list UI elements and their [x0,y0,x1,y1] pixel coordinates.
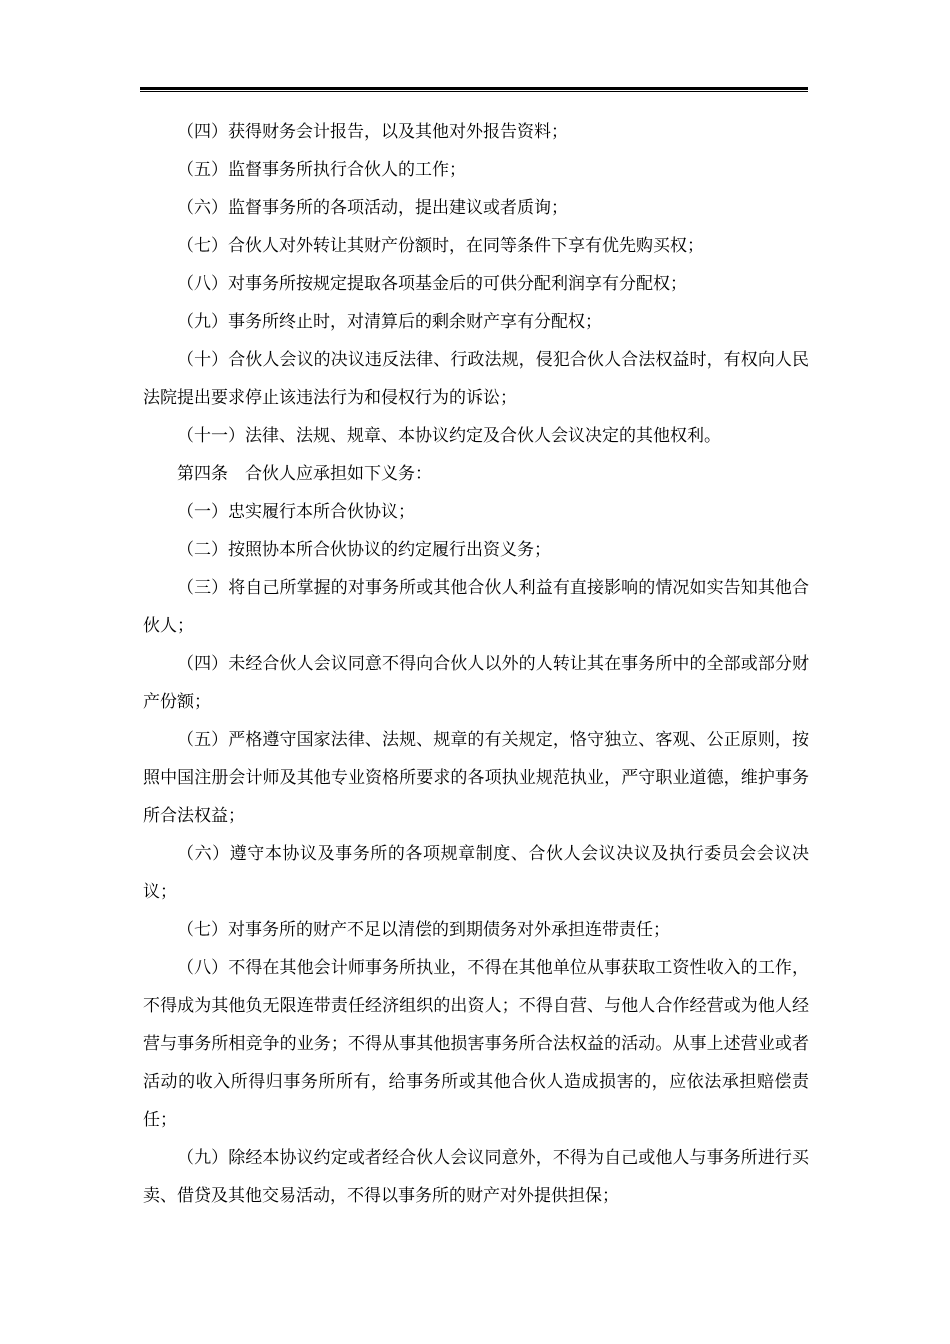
paragraph-right-6: （六）监督事务所的各项活动，提出建议或者质询； [177,198,568,218]
paragraph-right-7: （七）合伙人对外转让其财产份额时，在同等条件下享有优先购买权； [177,236,704,256]
paragraph-duty-6: （六）遵守本协议及事务所的各项规章制度、合伙人会议决议及执行委员会会议决议； [143,844,809,902]
paragraph-duty-1: （一）忠实履行本所合伙协议； [177,502,415,522]
document-body [143,113,809,1215]
paragraph-duty-3: （三）将自己所掌握的对事务所或其他合伙人利益有直接影响的情况如实告知其他合伙人； [143,578,809,636]
paragraph-duty-4: （四）未经合伙人会议同意不得向合伙人以外的人转让其在事务所中的全部或部分财产份额； [143,654,809,712]
article-4-heading: 第四条 合伙人应承担如下义务： [177,464,432,484]
paragraph-duty-9: （九）除经本协议约定或者经合伙人会议同意外，不得为自己或他人与事务所进行买卖、借贷及其他交易活动，不得以事务所的财产对外提供担保； [143,1148,809,1206]
paragraph-duty-8: （八）不得在其他会计师事务所执业，不得在其他单位从事获取工资性收入的工作，不得成为其他负无限连带责任经济组织的出资人；不得自营、与他人合作经营或为他人经营与事务所相竞争的业务；不得从事其他损害事务所合法权益的活动。从事上述营业或者活动的收入所得归事务所所有，给事务所或其他合伙人造成损害的，应依法承担赔偿责任； [143,958,809,1130]
paragraph-right-4: （四）获得财务会计报告，以及其他对外报告资料； [177,122,568,142]
paragraph-right-9: （九）事务所终止时，对清算后的剩余财产享有分配权； [177,312,602,332]
paragraph-right-11: （十一）法律、法规、规章、本协议约定及合伙人会议决定的其他权利。 [177,426,721,446]
paragraph-duty-7: （七）对事务所的财产不足以清偿的到期债务对外承担连带责任； [177,920,670,940]
paragraph-right-10: （十）合伙人会议的决议违反法律、行政法规，侵犯合伙人合法权益时，有权向人民法院提出要求停止该违法行为和侵权行为的诉讼； [143,350,809,408]
header-rule [140,87,808,92]
paragraph-duty-2: （二）按照协本所合伙协议的约定履行出资义务； [177,540,551,560]
paragraph-duty-5: （五）严格遵守国家法律、法规、规章的有关规定，恪守独立、客观、公正原则，按照中国注册会计师及其他专业资格所要求的各项执业规范执业，严守职业道德，维护事务所合法权益； [143,730,809,826]
paragraph-right-8: （八）对事务所按规定提取各项基金后的可供分配利润享有分配权； [177,274,687,294]
paragraph-right-5: （五）监督事务所执行合伙人的工作； [177,160,466,180]
